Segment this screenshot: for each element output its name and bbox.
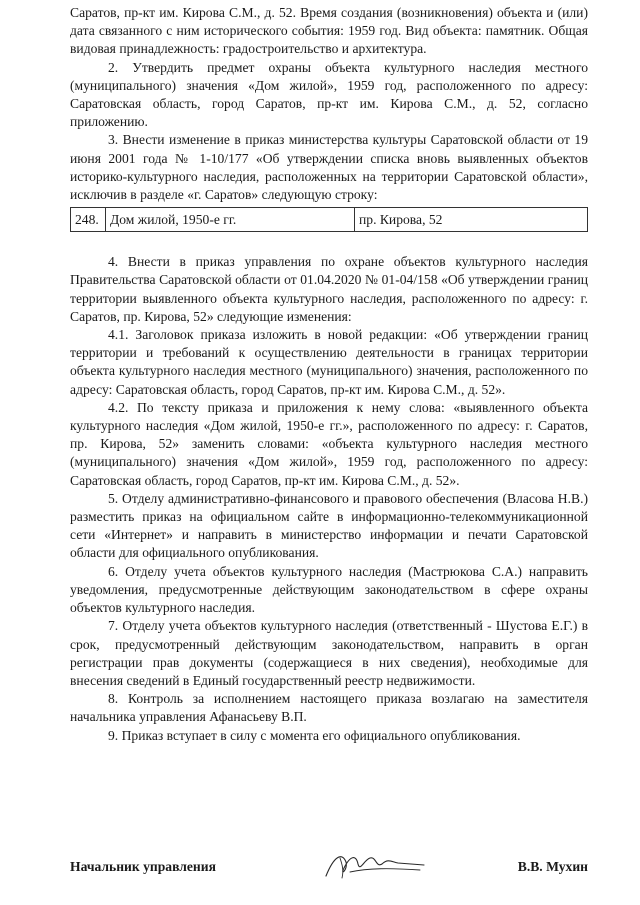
paragraph-5: 5. Отделу административно-финансового и правового обеспечения (Власова Н.В.) разместить приказ на официальном сайте в информационно-телекоммуникационной сети «Интернет» и направить в министерство информации и печати Саратовской области для официального опубликования. [70,490,588,561]
paragraph-4-2: 4.2. По тексту приказа и приложения к нему слова: «выявленного объекта культурного наследия «Дом жилой, 1950-е гг.», расположенного по адресу: г. Саратов, пр. Кирова, 52» заменить словами: «объекта культурного наследия местного (муниципального) значения «Дом жилой», 1959 год, расположенного по адресу: Саратовская область, город Саратов, пр-кт им. Кирова С.М., д. 52». [70,399,588,488]
signatory-title: Начальник управления [70,859,216,874]
paragraph-9: 9. Приказ вступает в силу с момента его официального опубликования. [108,727,521,743]
excluded-row-table [70,207,588,232]
paragraph-4-1: 4.1. Заголовок приказа изложить в новой редакции: «Об утверждении границ территории и требований к осуществлению деятельности в границах территории объекта культурного наследия местного (муниципального) значения, расположенного по адресу: Саратовская область, город Саратов, пр-кт им. Кирова С.М., д. 52». [70,327,588,397]
table-row [71,208,588,232]
table-cell-number: 248. [71,208,106,232]
document-body [70,4,588,745]
handwritten-signature [320,846,430,884]
intro-paragraph: Саратов, пр-кт им. Кирова С.М., д. 52. Время создания (возникновения) объекта и (или) дата связанного с ним исторического события: 1959 год. Вид объекта: памятник. Общая видовая принадлежность: градостроительство и архитектура. [70,5,588,57]
paragraph-8: 8. Контроль за исполнением настоящего приказа возлагаю на заместителя начальника управления Афанасьеву В.П. [70,691,588,725]
paragraph-2: 2. Утвердить предмет охраны объекта культурного наследия местного (муниципального) значения «Дом жилой», 1959 год, расположенного по адресу: Саратовская область, город Саратов, пр-кт им. Кирова С.М., д. 52, согласно приложению. [70,59,588,130]
paragraph-4: 4. Внести в приказ управления по охране объектов культурного наследия Правительства Саратовской области от 01.04.2020 № 01-04/158 «Об утверждении границ территории выявленного объекта культурного наследия, расположенного по адресу: г. Саратов, пр. Кирова, 52» следующие изменения: [70,254,588,324]
table-cell-name: Дом жилой, 1950-е гг. [106,208,355,232]
paragraph-7: 7. Отделу учета объектов культурного наследия (ответственный - Шустова Е.Г.) в срок, предусмотренный действующим законодательством, направить в орган регистрации прав документы (содержащиеся в них сведения), необходимые для внесения сведений в Единый государственный реестр недвижимости. [70,618,588,688]
table-cell-address: пр. Кирова, 52 [355,208,588,232]
signatory-name: В.В. Мухин [517,859,588,874]
paragraph-6: 6. Отделу учета объектов культурного наследия (Мастрюкова С.А.) направить уведомления, предусмотренные действующим законодательством в сфере охраны объектов культурного наследия. [70,563,588,616]
paragraph-3: 3. Внести изменение в приказ министерства культуры Саратовской области от 19 июня 2001 года № 1-10/177 «Об утверждении списка вновь выявленных объектов историко-культурного наследия, расположенных на территории Саратовской области», исключив в разделе «г. Саратов» следующую строку: [70,132,588,203]
signature-block [70,856,588,880]
